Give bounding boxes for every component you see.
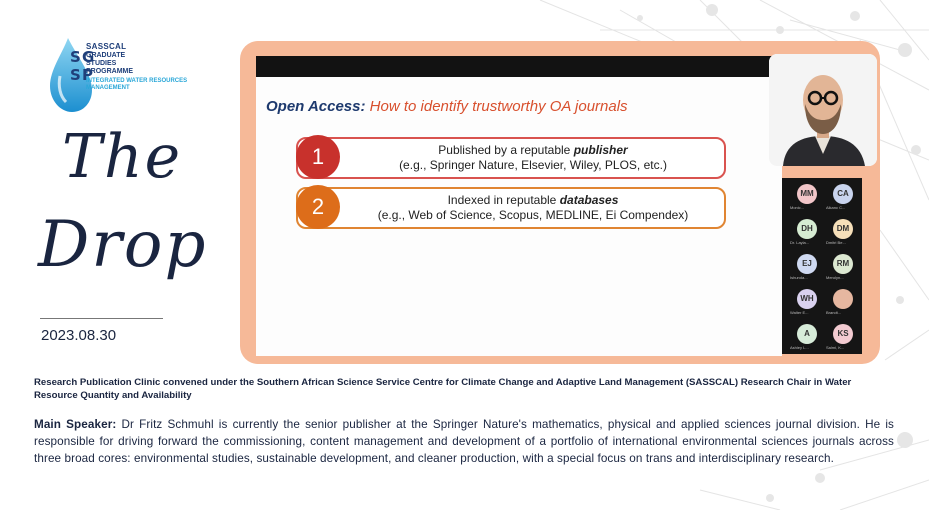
logo-line-2: GRADUATE STUDIES PROGRAMME bbox=[86, 52, 134, 75]
criterion-2-line1-em: databases bbox=[559, 193, 619, 207]
slide-title bbox=[266, 98, 628, 115]
participant-tile[interactable] bbox=[788, 216, 822, 246]
participant-tile[interactable] bbox=[788, 181, 822, 211]
criterion-2-line2: (e.g., Web of Science, Scopus, MEDLINE, Ei Compendex) bbox=[377, 208, 689, 222]
participant-name: Brandt... bbox=[826, 310, 842, 315]
participant-gallery bbox=[782, 178, 862, 354]
participant-tile[interactable] bbox=[824, 286, 858, 316]
slide-title-question: How to identify trustworthy OA journals bbox=[369, 98, 628, 115]
criterion-2-line1-pre: Indexed in reputable bbox=[447, 193, 560, 207]
participant-name: Alkanc C... bbox=[826, 205, 846, 210]
shared-slide bbox=[256, 56, 782, 356]
slide-title-prefix: Open Access: bbox=[266, 98, 366, 115]
speaker-portrait-icon bbox=[769, 54, 877, 166]
logo-text bbox=[86, 42, 196, 92]
criterion-2 bbox=[296, 187, 726, 229]
participant-name: Dmitri Be... bbox=[826, 240, 846, 245]
participant-avatar: KS bbox=[833, 324, 853, 344]
criterion-1-text bbox=[348, 143, 718, 173]
participant-name: Ishunda... bbox=[790, 275, 808, 280]
participant-tile[interactable] bbox=[788, 251, 822, 281]
speaker-bio: Dr Fritz Schmuhl is currently the senior publisher at the Springer Nature's mathematics, physical and applied sciences journal division. He is responsible for driving forward the commissioning, content management and development of a portfolio of international environmental sciences journals across three broad cores: environmental studies, sustainable development, and cleaner production, with a special focus on trans and interdisciplinary research. bbox=[34, 418, 895, 465]
participant-tile[interactable] bbox=[824, 181, 858, 211]
meeting-topbar bbox=[256, 56, 782, 77]
criterion-1-line1-pre: Published by a reputable bbox=[438, 143, 574, 157]
participant-avatar: DM bbox=[833, 219, 853, 239]
participant-name: Ashley L... bbox=[790, 345, 809, 350]
logo-line-3: INTEGRATED WATER RESOURCES MANAGEMENT bbox=[86, 78, 188, 91]
speaker-description bbox=[34, 416, 894, 467]
criterion-1-number: 1 bbox=[296, 135, 340, 179]
participant-avatar: WH bbox=[797, 289, 817, 309]
criterion-1 bbox=[296, 137, 726, 179]
speaker-label: Main Speaker: bbox=[34, 418, 117, 431]
title-the: The bbox=[62, 122, 183, 192]
participant-avatar: CA bbox=[833, 184, 853, 204]
publication-date: 2023.08.30 bbox=[41, 327, 117, 344]
participant-name: Dr. Layla... bbox=[790, 240, 810, 245]
svg-text:P: P bbox=[82, 66, 93, 84]
participant-avatar: MM bbox=[797, 184, 817, 204]
criterion-2-text bbox=[348, 193, 718, 223]
title-drop: Drop bbox=[38, 208, 208, 282]
participant-avatar: A bbox=[797, 324, 817, 344]
participant-name: Merolyn... bbox=[826, 275, 844, 280]
participant-name: Salmi, K... bbox=[826, 345, 845, 350]
participant-tile[interactable] bbox=[824, 321, 858, 351]
svg-text:S: S bbox=[70, 48, 81, 66]
participant-name: Walter E... bbox=[790, 310, 809, 315]
svg-text:S: S bbox=[70, 66, 81, 84]
title-divider bbox=[40, 318, 163, 319]
criterion-1-line2: (e.g., Springer Nature, Elsevier, Wiley, PLOS, etc.) bbox=[399, 158, 667, 172]
participant-name: Monic... bbox=[790, 205, 805, 210]
participant-tile[interactable] bbox=[788, 321, 822, 351]
event-caption: Research Publication Clinic convened under the Southern African Science Service Centre for Climate Change and Adaptive Land Management (SASSCAL) Research Chair in Water Resource Quantity and Availability bbox=[34, 377, 852, 401]
participant-avatar: RM bbox=[833, 254, 853, 274]
speaker-video[interactable] bbox=[769, 54, 877, 166]
criterion-2-number: 2 bbox=[296, 185, 340, 229]
criterion-1-line1-em: publisher bbox=[573, 143, 628, 157]
logo-line-1: SASSCAL bbox=[86, 42, 127, 51]
participant-avatar: EJ bbox=[797, 254, 817, 274]
participant-tile[interactable] bbox=[788, 286, 822, 316]
svg-text:G: G bbox=[82, 48, 95, 66]
participant-avatar: DH bbox=[797, 219, 817, 239]
participant-tile[interactable] bbox=[824, 216, 858, 246]
participant-tile[interactable] bbox=[824, 251, 858, 281]
participant-avatar bbox=[833, 289, 853, 309]
